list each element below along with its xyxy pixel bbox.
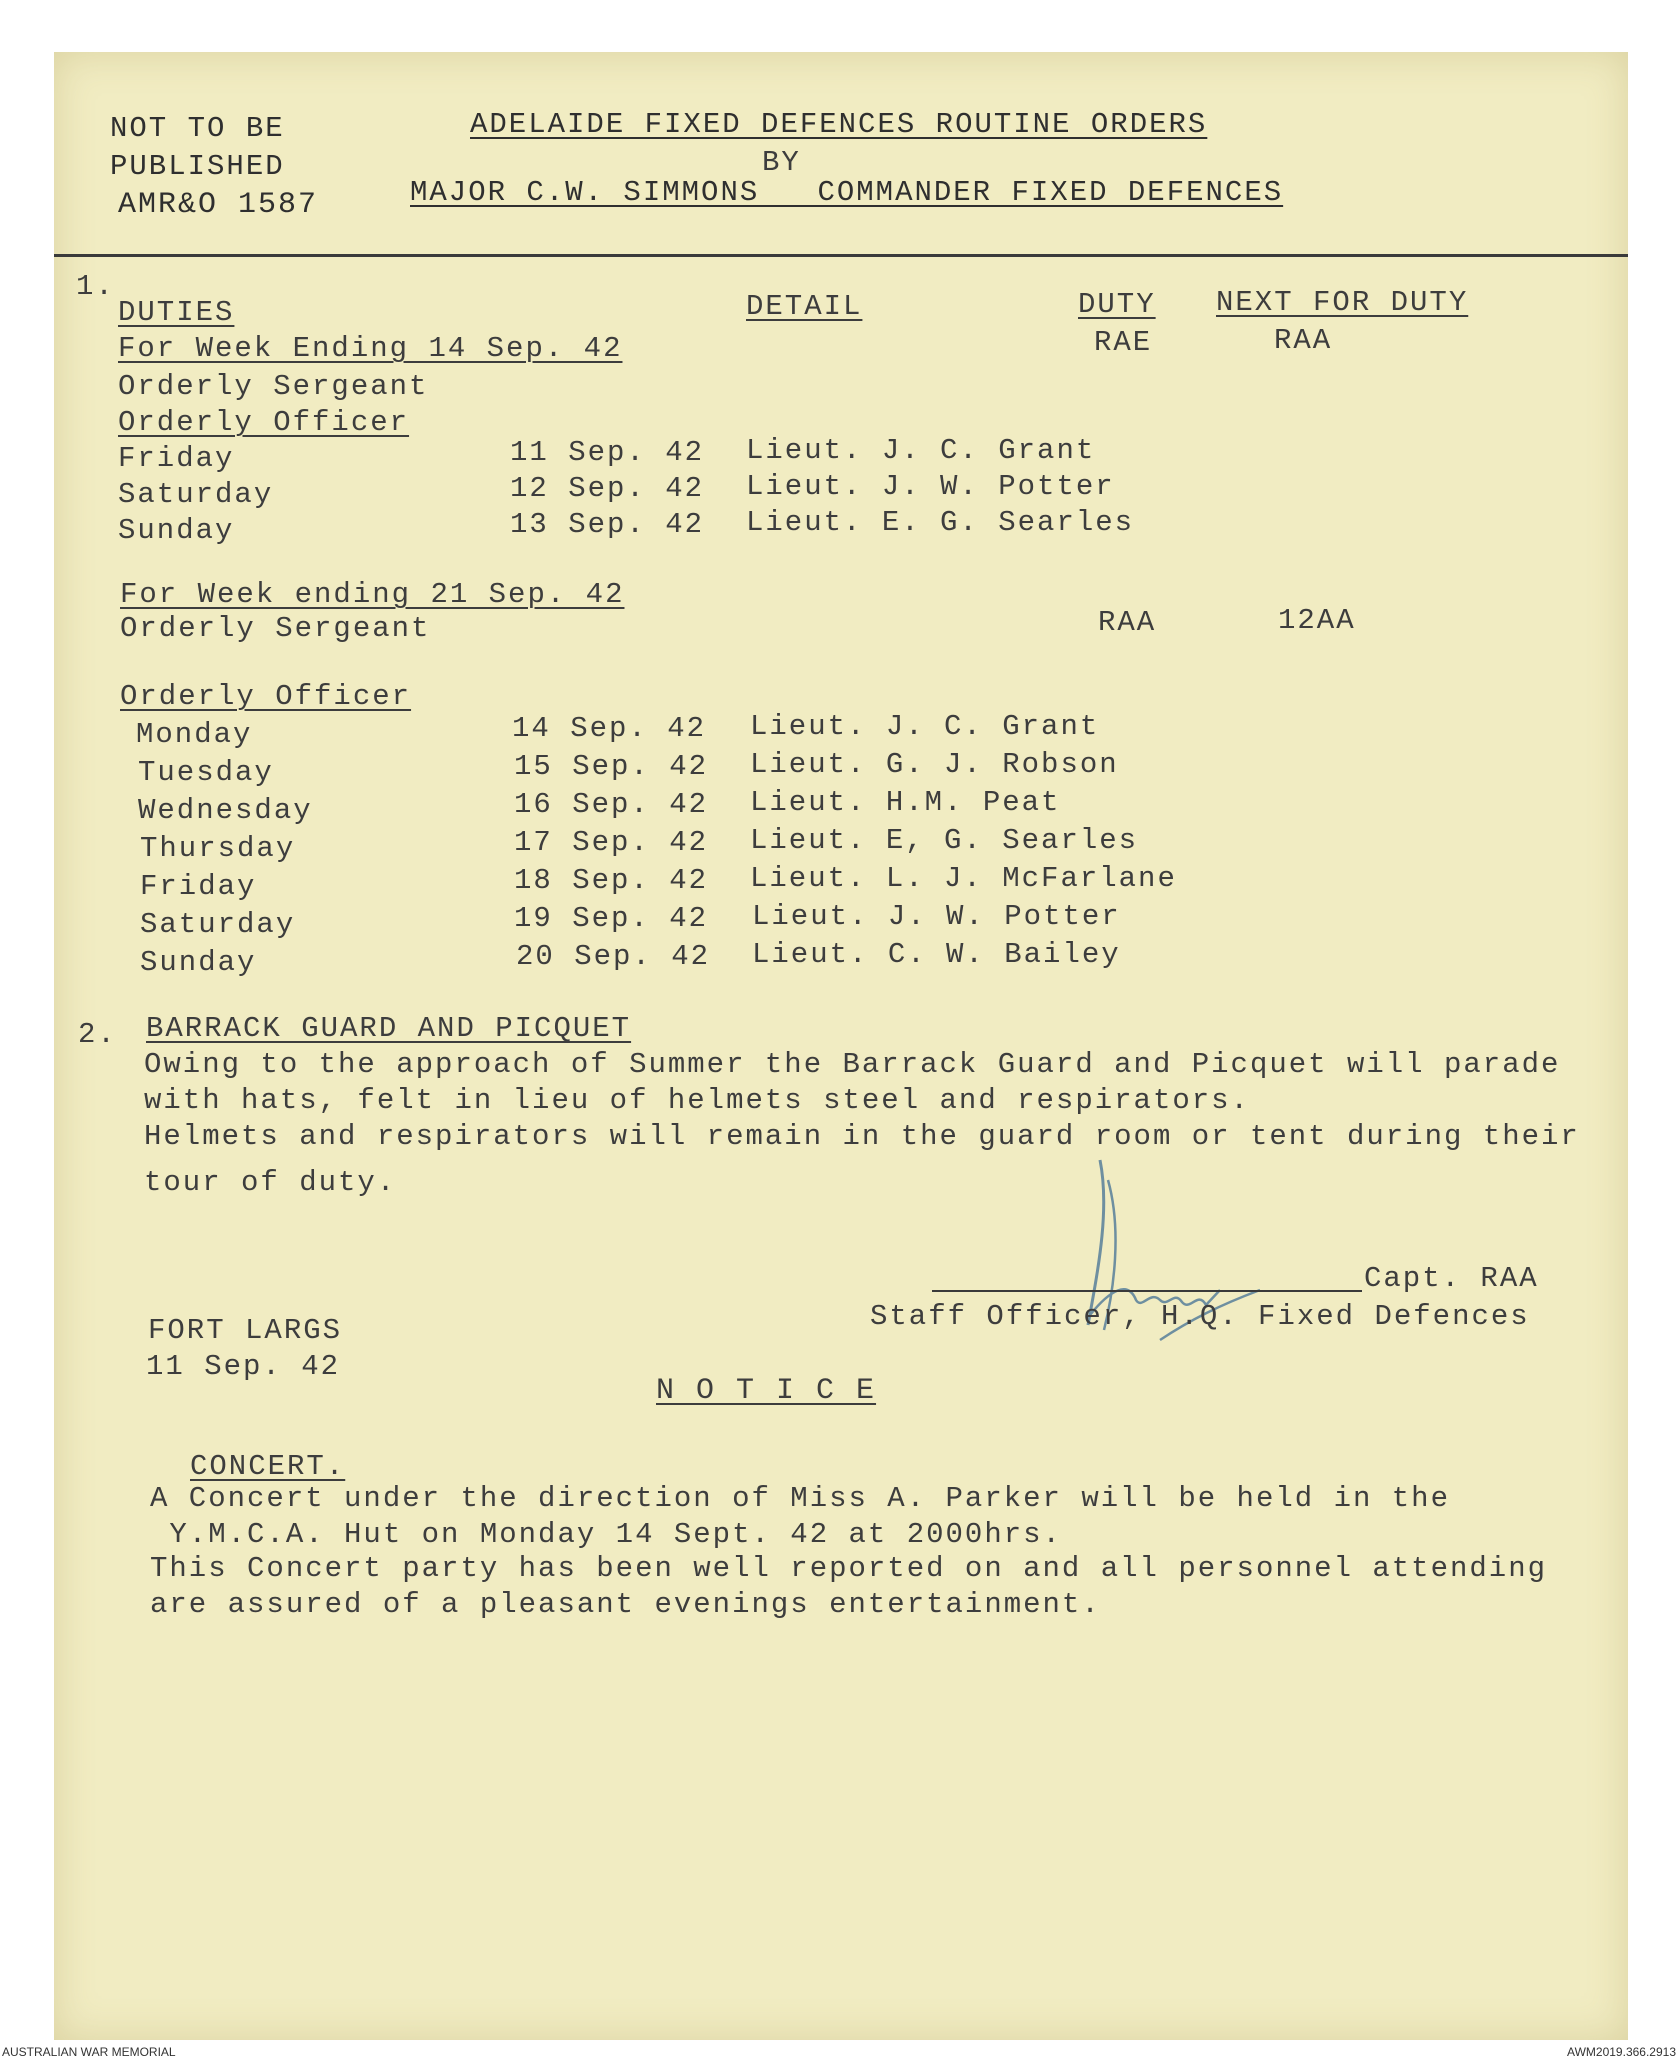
roster-day: Friday bbox=[118, 442, 235, 475]
issue-date: 11 Sep. 42 bbox=[146, 1350, 341, 1383]
week1-heading: For Week Ending 14 Sep. 42 bbox=[118, 332, 623, 365]
roster-day: Thursday bbox=[140, 832, 296, 865]
signatory-title: Staff Officer, H.Q. Fixed Defences bbox=[870, 1300, 1530, 1333]
week1-sergeant-label: Orderly Sergeant bbox=[118, 370, 429, 403]
col-next-heading: NEXT FOR DUTY bbox=[1216, 286, 1469, 319]
roster-officer: Lieut. G. J. Robson bbox=[750, 748, 1119, 781]
notice-line: A Concert under the direction of Miss A. Parker will be held in the bbox=[150, 1482, 1450, 1515]
reference-number: AMR&O 1587 bbox=[118, 188, 319, 222]
section2-number: 2. bbox=[78, 1018, 117, 1051]
section2-line: tour of duty. bbox=[144, 1166, 397, 1199]
roster-day: Tuesday bbox=[138, 756, 274, 789]
roster-date: 19 Sep. 42 bbox=[514, 902, 709, 935]
restriction-line1: NOT TO BE bbox=[110, 112, 285, 145]
notice-line: Y.M.C.A. Hut on Monday 14 Sept. 42 at 2000hrs. bbox=[150, 1518, 1062, 1551]
archive-reference: AWM2019.366.2913 bbox=[1567, 2045, 1676, 2059]
week2-heading: For Week ending 21 Sep. 42 bbox=[120, 578, 625, 611]
roster-officer: Lieut. C. W. Bailey bbox=[752, 938, 1121, 971]
section2-line: with hats, felt in lieu of helmets steel and respirators. bbox=[144, 1084, 1250, 1117]
roster-date: 13 Sep. 42 bbox=[510, 508, 705, 541]
restriction-line2: PUBLISHED bbox=[110, 150, 285, 183]
week1-duty-unit: RAE bbox=[1094, 326, 1153, 359]
signatory-rank: Capt. RAA bbox=[1364, 1262, 1539, 1295]
week2-duty-unit: RAA bbox=[1098, 606, 1157, 639]
roster-date: 15 Sep. 42 bbox=[514, 750, 709, 783]
roster-officer: Lieut. J. W. Potter bbox=[746, 470, 1115, 503]
roster-date: 12 Sep. 42 bbox=[510, 472, 705, 505]
roster-day: Saturday bbox=[140, 908, 296, 941]
roster-date: 20 Sep. 42 bbox=[516, 940, 711, 973]
issue-location: FORT LARGS bbox=[148, 1314, 343, 1347]
roster-officer: Lieut. E. G. Searles bbox=[746, 506, 1135, 539]
document-author: MAJOR C.W. SIMMONS COMMANDER FIXED DEFENCES bbox=[410, 176, 1284, 209]
roster-day: Saturday bbox=[118, 478, 274, 511]
notice-line: This Concert party has been well reported on and all personnel attending bbox=[150, 1552, 1548, 1585]
roster-officer: Lieut. E, G. Searles bbox=[750, 824, 1139, 857]
signature-line bbox=[932, 1290, 1362, 1292]
archive-credit: AUSTRALIAN WAR MEMORIAL bbox=[2, 2045, 176, 2059]
col-duty-heading: DUTY bbox=[1078, 288, 1156, 321]
header-divider bbox=[54, 254, 1628, 257]
notice-line: are assured of a pleasant evenings entertainment. bbox=[150, 1588, 1101, 1621]
notice-heading: N O T I C E bbox=[656, 1374, 877, 1408]
section2-line: Helmets and respirators will remain in the guard room or tent during their bbox=[144, 1120, 1580, 1153]
roster-officer: Lieut. J. C. Grant bbox=[750, 710, 1100, 743]
week2-officer-label: Orderly Officer bbox=[120, 680, 412, 713]
col-detail-heading: DETAIL bbox=[746, 290, 863, 323]
roster-date: 18 Sep. 42 bbox=[514, 864, 709, 897]
roster-date: 16 Sep. 42 bbox=[514, 788, 709, 821]
section2-heading: BARRACK GUARD AND PICQUET bbox=[146, 1012, 632, 1045]
roster-day: Sunday bbox=[118, 514, 235, 547]
roster-day: Wednesday bbox=[138, 794, 313, 827]
week2-sergeant-label: Orderly Sergeant bbox=[120, 612, 431, 645]
roster-day: Sunday bbox=[140, 946, 257, 979]
roster-officer: Lieut. J. C. Grant bbox=[746, 434, 1096, 467]
roster-date: 17 Sep. 42 bbox=[514, 826, 709, 859]
title-by: BY bbox=[762, 146, 801, 179]
document-title: ADELAIDE FIXED DEFENCES ROUTINE ORDERS bbox=[470, 108, 1208, 141]
roster-date: 11 Sep. 42 bbox=[510, 436, 705, 469]
roster-officer: Lieut. H.M. Peat bbox=[750, 786, 1061, 819]
col-duties-heading: DUTIES bbox=[118, 296, 235, 329]
roster-officer: Lieut. L. J. McFarlane bbox=[750, 862, 1177, 895]
section1-number: 1. bbox=[76, 270, 115, 303]
week1-next-unit: RAA bbox=[1274, 324, 1333, 357]
roster-date: 14 Sep. 42 bbox=[512, 712, 707, 745]
week2-next-unit: 12AA bbox=[1278, 604, 1356, 637]
roster-day: Monday bbox=[136, 718, 253, 751]
notice-subheading: CONCERT. bbox=[190, 1450, 346, 1483]
roster-day: Friday bbox=[140, 870, 257, 903]
section2-line: Owing to the approach of Summer the Barrack Guard and Picquet will parade bbox=[144, 1048, 1561, 1081]
week1-officer-label: Orderly Officer bbox=[118, 406, 410, 439]
roster-officer: Lieut. J. W. Potter bbox=[752, 900, 1121, 933]
